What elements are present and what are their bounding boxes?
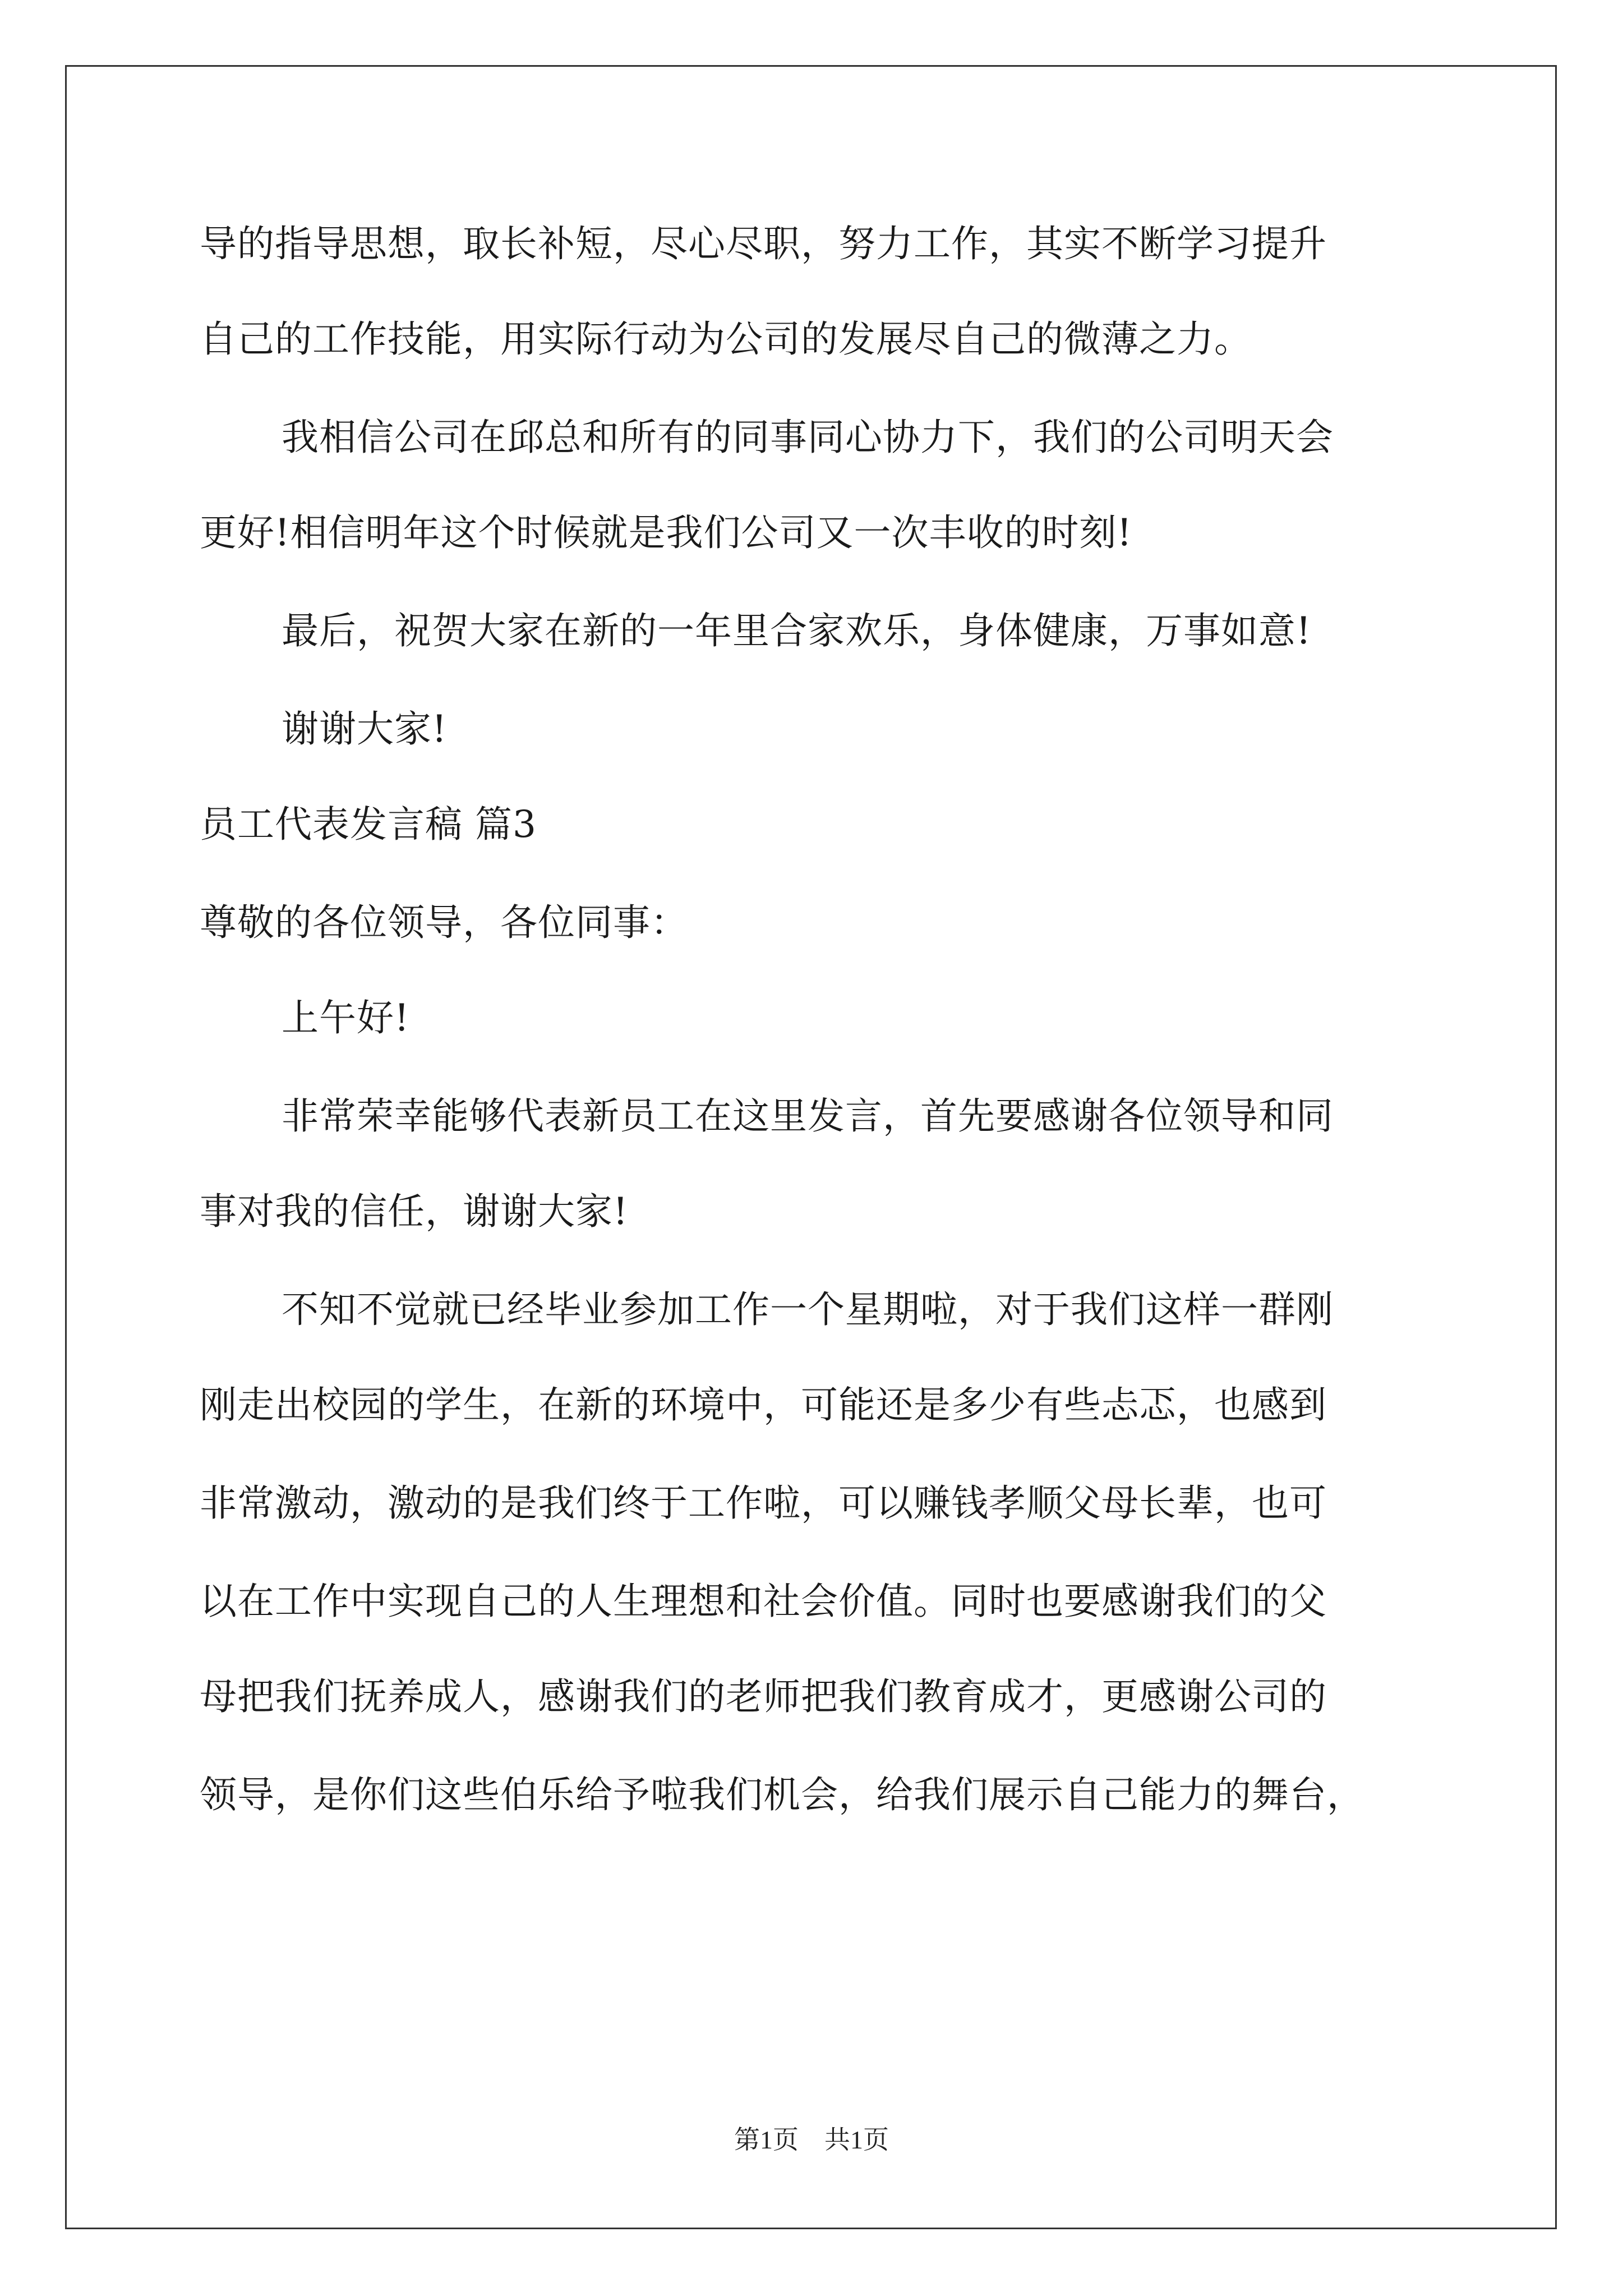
- greeting: 上午好!: [282, 996, 410, 1039]
- body-line: 自己的工作技能，用实际行动为公司的发展尽自己的微薄之力。: [200, 318, 1252, 361]
- body-line: 母把我们抚养成人，感谢我们的老师把我们教育成才，更感谢公司的: [200, 1675, 1327, 1718]
- body-line: 事对我的信任，谢谢大家!: [200, 1190, 629, 1233]
- section-heading: 员工代表发言稿 篇3: [200, 803, 537, 846]
- body-line: 以在工作中实现自己的人生理想和社会价值。同时也要感谢我们的父: [200, 1580, 1327, 1623]
- body-line: 导的指导思想，取长补短，尽心尽职，努力工作，其实不断学习提升: [200, 222, 1327, 265]
- salutation: 尊敬的各位领导，各位同事：: [200, 901, 688, 944]
- body-line: 领导，是你们这些伯乐给予啦我们机会，给我们展示自己能力的舞台，: [200, 1773, 1364, 1816]
- body-line: 不知不觉就已经毕业参加工作一个星期啦，对于我们这样一群刚: [282, 1288, 1334, 1331]
- body-line: 最后，祝贺大家在新的一年里合家欢乐，身体健康，万事如意!: [282, 609, 1312, 652]
- body-line: 非常荣幸能够代表新员工在这里发言，首先要感谢各位领导和同: [282, 1094, 1334, 1138]
- page-border: [65, 65, 1557, 2229]
- body-line: 非常激动，激动的是我们终于工作啦，可以赚钱孝顺父母长辈，也可: [200, 1481, 1327, 1525]
- body-line: 更好!相信明年这个时候就是我们公司又一次丰收的时刻!: [200, 511, 1133, 554]
- body-line: 刚走出校园的学生，在新的环境中，可能还是多少有些忐忑，也感到: [200, 1383, 1327, 1427]
- body-line: 谢谢大家!: [282, 707, 448, 751]
- body-line: 我相信公司在邱总和所有的同事同心协力下，我们的公司明天会: [282, 416, 1334, 459]
- page-number-footer: 第1页 共1页: [734, 2125, 889, 2154]
